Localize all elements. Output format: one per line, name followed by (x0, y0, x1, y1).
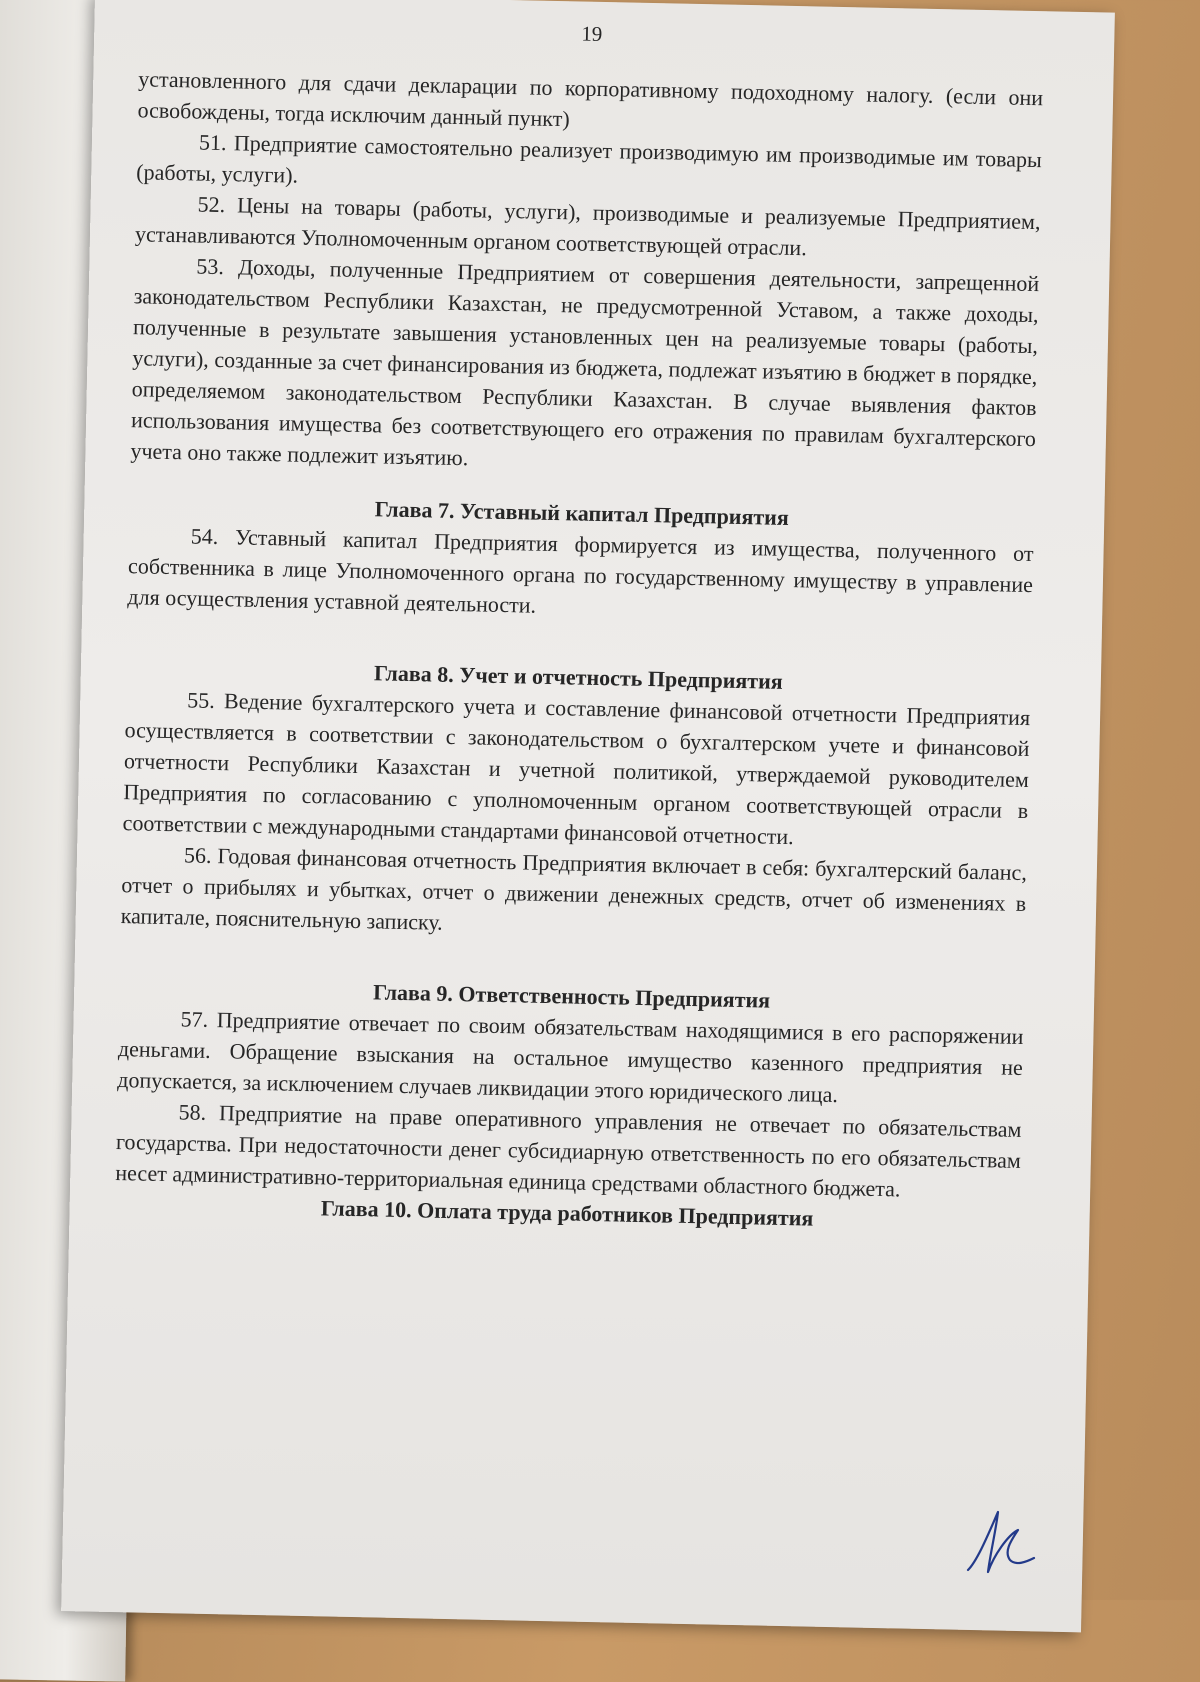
signature-mark (960, 1500, 1040, 1580)
paragraph-continuation: установленного для сдачи декларации по корпоративному подоходному налогу. (если они освобождены, тогда исключим данный пункт) (137, 66, 1044, 132)
paragraph-58: 58. Предприятие на праве оперативного управления не отвечает по обязательствам государства. При недостаточности денег субсидиарную ответственность по его обязательствам несет административно-территориальная единица средствами областного бюджета. (115, 1099, 1022, 1202)
chapter-9-title: Глава 9. Ответственность Предприятия (372, 979, 771, 1013)
paragraph-57: 57. Предприятие отвечает по своим обязательствам находящимися в его распоряжении деньгами. Обращение взыскания на остальное имущество казенного предприятия не допускается, за исключением случаев ликвидации этого юридического лица. (117, 1006, 1024, 1108)
chapter-8-title: Глава 8. Учет и отчетность Предприятия (373, 660, 783, 694)
paragraph-52: 52. Цены на товары (работы, услуги), производимые и реализуемые Предприятием, устанавливаются Уполномоченным органом соответствующей отрасли. (134, 191, 1041, 261)
paragraph-56: 56. Годовая финансовая отчетность Предприятия включает в себя: бухгалтерский баланс, отчет о прибылях и убытках, отчет о движении денежных средств, отчет об изменениях в капитале, пояснительную записку. (120, 842, 1028, 935)
paragraph-51: 51. Предприятие самостоятельно реализует производимую им производимые им товары (работы, услуги). (136, 129, 1043, 188)
paragraph-53: 53. Доходы, полученные Предприятием от совершения деятельности, запрещенной законодательством Республики Казахстан, не предусмотренной Уставом, а также доходы, полученные в результате завышения установленных цен на реализуемые товары (работы, услуги), созданные за счет финансирования из бюджета, подлежат изъятию в бюджет в порядке, определяемом законодательством Республики Казахстан. В случае выявления фактов использования имущества без соответствующего его отражения по правилам бухгалтерского учета оно также подлежит изъятию. (130, 253, 1040, 471)
paragraph-54: 54. Уставный капитал Предприятия формируется из имущества, полученного от собственника в лице Уполномоченного органа по государственному имуществу в управление для осуществления уставной деятельности. (127, 523, 1034, 618)
page-number: 19 (581, 21, 603, 46)
paragraph-55: 55. Ведение бухгалтерского учета и составление финансовой отчетности Предприятия осуществляется в соответствии с законодательством о бухгалтерском учете и финансовой отчетности Республики Казахстан и учетной политикой, утверждаемой руководителем Предприятия по согласованию с уполномоченным органом соответствующей отрасли в соответствии с международными стандартами финансовой отчетности. (122, 687, 1031, 850)
document-page (61, 0, 1115, 1632)
chapter-7-title: Глава 7. Уставный капитал Предприятия (374, 496, 790, 530)
page-content (114, 12, 1044, 1238)
chapter-10-title: Глава 10. Оплата труда работников Предприятия (320, 1195, 814, 1231)
